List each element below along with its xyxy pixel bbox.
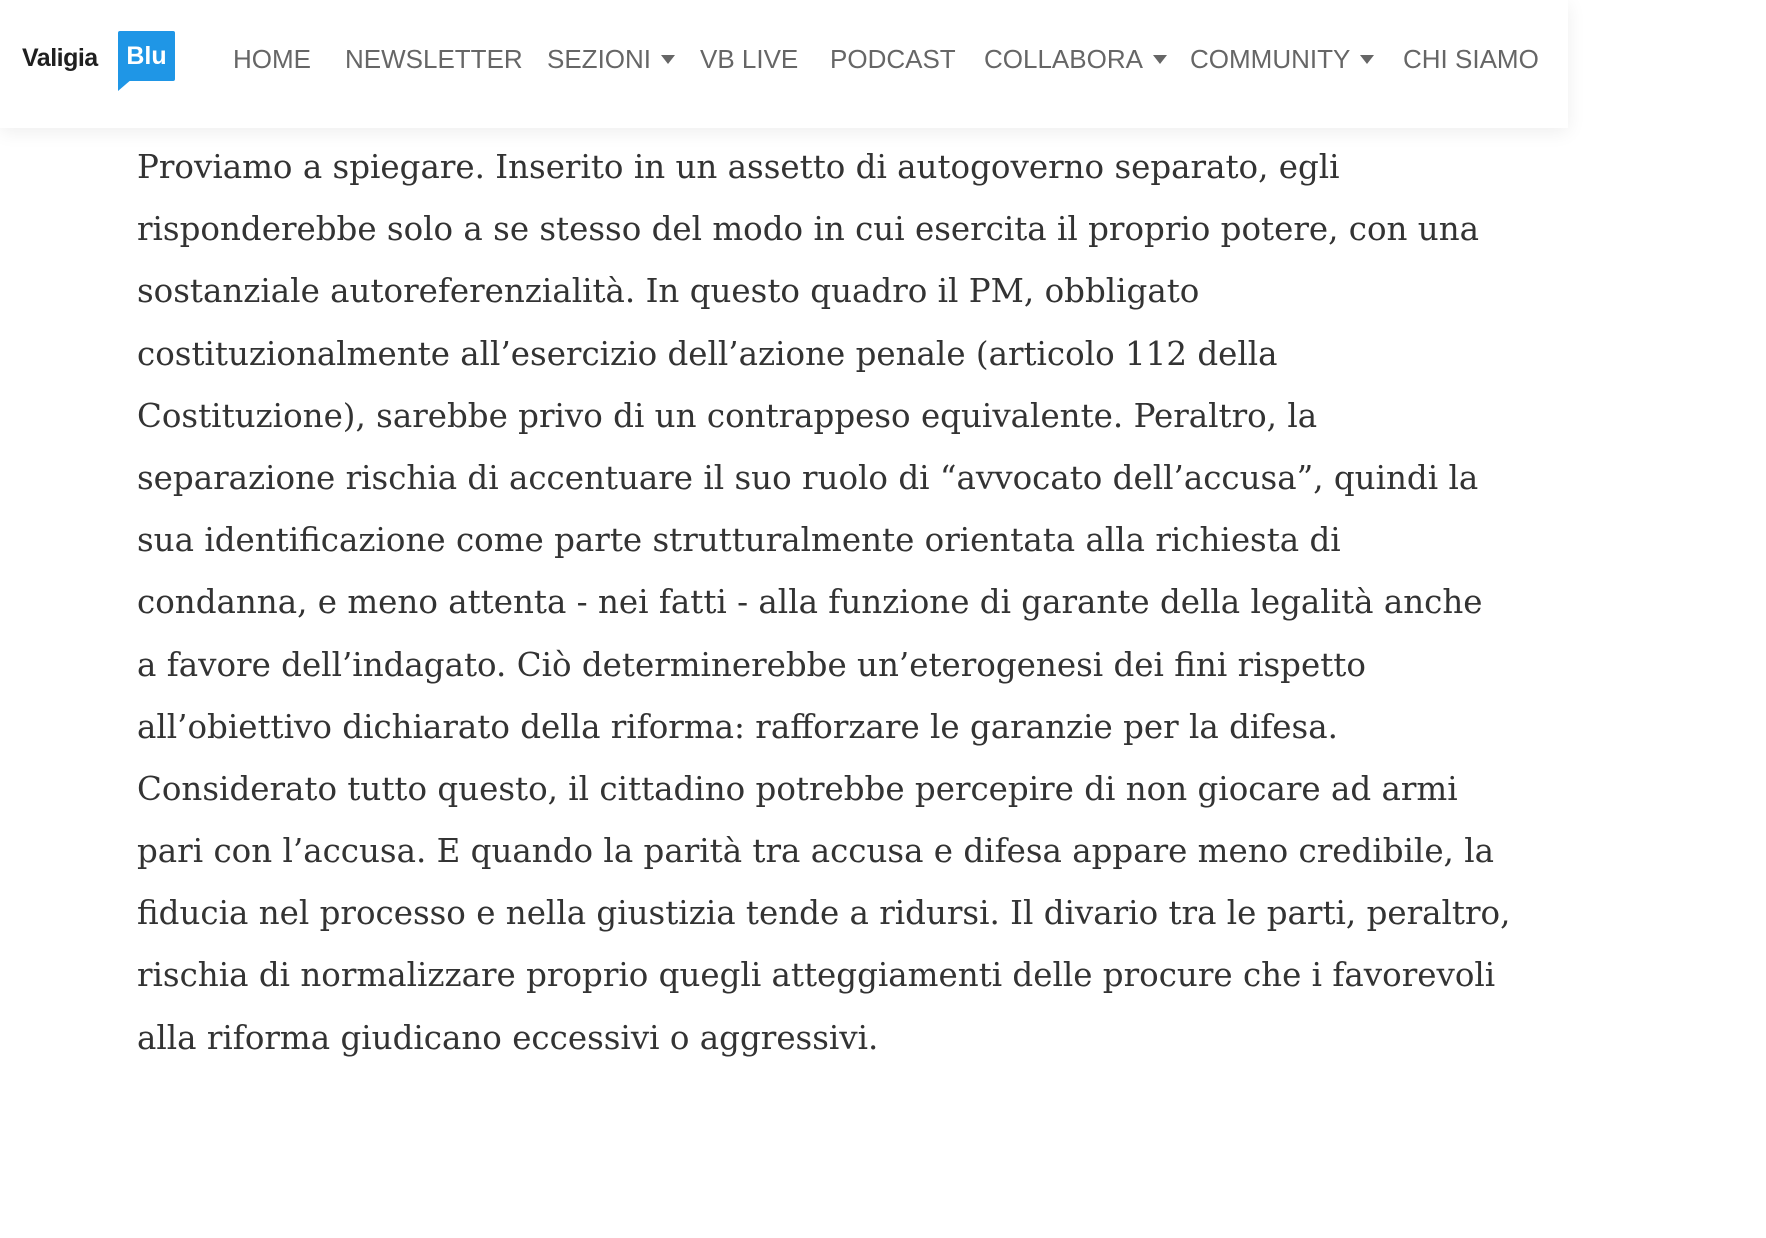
nav-item-label: COLLABORA [984, 44, 1143, 74]
paragraph-line: Costituzione), sarebbe privo di un contrappeso equivalente. Peraltro, la [137, 396, 1318, 435]
paragraph-line: all’obiettivo dichiarato della riforma: rafforzare le garanzie per la difesa. [137, 707, 1338, 746]
nav-item-label: SEZIONI [547, 44, 652, 74]
article-paragraph [137, 136, 1511, 1069]
logo-wordmark: Valigia [22, 44, 98, 72]
paragraph-line: Proviamo a spiegare. Inserito in un assetto di autogoverno separato, egli [137, 148, 1340, 186]
chevron-down-icon [661, 55, 675, 64]
paragraph-line: risponderebbe solo a se stesso del modo in cui esercita il proprio potere, con una [137, 210, 1480, 249]
nav-item-collabora[interactable] [984, 41, 1167, 77]
paragraph-line: fiducia nel processo e nella giustizia tende a ridursi. Il divario tra le parti, peraltro, [137, 894, 1511, 933]
chevron-down-icon [1360, 55, 1374, 64]
nav-item-label: CHI SIAMO [1403, 44, 1539, 74]
paragraph-line: condanna, e meno attenta - nei fatti - alla funzione di garante della legalità anche [137, 583, 1483, 622]
nav-item-home[interactable] [233, 41, 311, 77]
main-nav [0, 0, 1568, 128]
site-header [0, 0, 1568, 128]
article-body [137, 136, 1511, 1069]
nav-item-community[interactable] [1190, 41, 1374, 77]
nav-item-label: VB LIVE [700, 44, 799, 74]
paragraph-line: costituzionalmente all’esercizio dell’azione penale (articolo 112 della [137, 334, 1278, 373]
chevron-down-icon [1153, 55, 1167, 64]
nav-item-label: COMMUNITY [1190, 44, 1351, 74]
nav-item-sezioni[interactable] [547, 41, 675, 77]
nav-item-podcast[interactable] [830, 41, 956, 77]
nav-item-label: HOME [233, 44, 311, 74]
nav-item-newsletter[interactable] [345, 41, 523, 77]
paragraph-line: sostanziale autoreferenzialità. In questo quadro il PM, obbligato [137, 272, 1200, 311]
paragraph-line: separazione rischia di accentuare il suo ruolo di “avvocato dell’accusa”, quindi la [137, 458, 1479, 497]
logo-badge-text: Blu [126, 42, 167, 70]
paragraph-line: pari con l’accusa. E quando la parità tra accusa e difesa appare meno credibile, la [137, 832, 1494, 871]
nav-item-vb-live[interactable] [700, 41, 798, 77]
nav-item-label: NEWSLETTER [345, 44, 523, 74]
nav-item-label: PODCAST [830, 44, 956, 74]
paragraph-line: Considerato tutto questo, il cittadino potrebbe percepire di non giocare ad armi [137, 769, 1458, 808]
paragraph-line: sua identificazione come parte strutturalmente orientata alla richiesta di [137, 521, 1341, 560]
paragraph-line: a favore dell’indagato. Ciò determinerebbe un’eterogenesi dei fini rispetto [137, 645, 1366, 684]
nav-item-chi-siamo[interactable] [1403, 41, 1539, 77]
paragraph-line: rischia di normalizzare proprio quegli atteggiamenti delle procure che i favorevoli [137, 956, 1496, 995]
paragraph-line: alla riforma giudicano eccessivi o aggressivi. [137, 1018, 879, 1057]
